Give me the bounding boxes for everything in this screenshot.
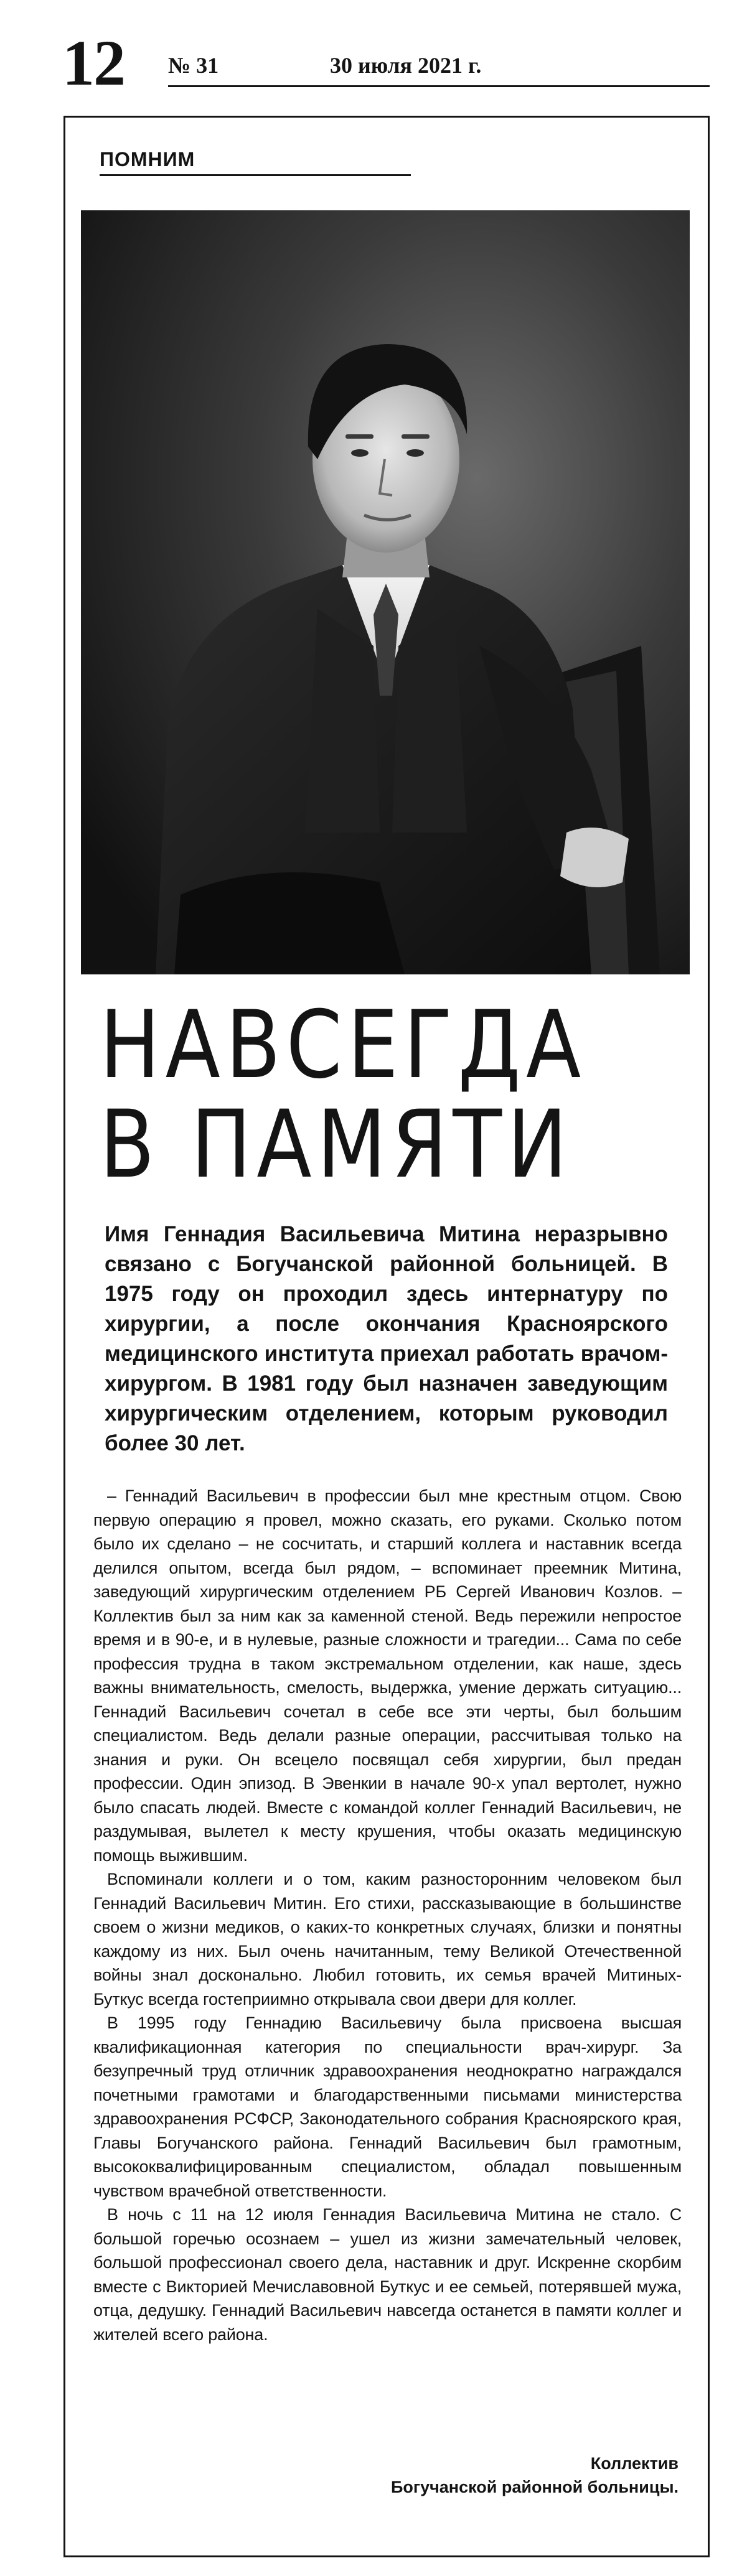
signature-line-1: Коллектив bbox=[590, 2454, 679, 2473]
page-number: 12 bbox=[62, 27, 125, 99]
portrait-photo bbox=[81, 210, 690, 974]
portrait-photo-icon bbox=[81, 210, 690, 974]
page-header bbox=[0, 0, 747, 106]
body-paragraph: Вспоминали коллеги и о том, каким разносторонним человеком был Геннадий Васильевич Митин. Его стихи, рассказывающие в большинстве своем о жизни медиков, о каких-то конкретных случаях, близки и понятны каждому из них. Был очень начитанным, тему Великой Отечественной войны знал досконально. Любил готовить, их семья врачей Митиных-Буткус всегда гостеприимно открывала свои двери для коллег. bbox=[93, 1870, 682, 2009]
header-rule bbox=[168, 85, 710, 87]
lead-paragraph: Имя Геннадия Васильевича Митина неразрывно связано с Богучанской районной больницей. В 1975 году он проходил здесь интернатуру по хирургии, а после окончания Красноярского медицинского института приехал работать врачом-хирургом. В 1981 году был назначен заведующим хирургическим отделением, которым руководил более 30 лет. bbox=[105, 1222, 668, 1455]
headline-line-1: НАВСЕГДА bbox=[100, 991, 586, 1099]
body-paragraph: В ночь с 11 на 12 июля Геннадия Васильевича Митина не стало. С большой горечью осознаем – ушел из жизни замечательный человек, большой профессионал своего дела, наставник и друг. Искренне скорбим вместе с Викторией Мечиславовной Буткус и ее семьей, потерявшей мужа, отца, дедушку. Геннадий Васильевич навсегда останется в памяти коллег и жителей всего района. bbox=[93, 2205, 682, 2344]
rubric-underline bbox=[100, 174, 411, 176]
signature bbox=[391, 2452, 679, 2499]
body-paragraph: В 1995 году Геннадию Васильевичу была присвоена высшая квалификационная категория по специальности врач-хирург. За безупречный труд отличник здравоохранения неоднократно награждался почетными грамотами и благодарственными письмами министерства здравоохранения РСФСР, Законодательного собрания Красноярского края, Главы Богучанского района. Геннадий Васильевич был грамотным, высококвалифицированным специалистом, обладал повышенным чувством врачебной ответственности. bbox=[93, 2014, 682, 2200]
issue-date: 30 июля 2021 г. bbox=[330, 53, 482, 78]
article-body bbox=[93, 1484, 682, 2346]
headline-line-2: В ПАМЯТИ bbox=[100, 1091, 573, 1199]
body-paragraph: – Геннадий Васильевич в профессии был мне крестным отцом. Свою первую операцию я провел, можно сказать, его руками. Сколько потом было их сделано – не сосчитать, и старший коллега и наставник всегда делился опытом, всегда был рядом, – вспоминает преемник Митина, заведующий хирургическим отделением РБ Сергей Иванович Козлов. – Коллектив был за ним как за каменной стеной. Ведь пережили непростое время и в 90-е, и в нулевые, разные сложности и трагедии... Сама по себе профессия трудна в таком экстремальном отделении, как наше, здесь важны внимательность, смелость, выдержка, умение держать ситуацию... Геннадий Васильевич сочетал в себе все эти черты, был большим специалистом. Ведь делали разные операции, рассчитывая только на знания и руки. Он всецело посвящал себя хирургии, был предан профессии. Один эпизод. В Эвенкии в начале 90-х упал вертолет, нужно было спасать людей. Вместе с командой коллег Геннадий Васильевич, не раздумывая, вылетел к месту крушения, чтобы оказать медицинскую помощь выжившим. bbox=[93, 1486, 682, 1865]
rubric-label: ПОМНИМ bbox=[100, 148, 195, 170]
signature-line-2: Богучанской районной больницы. bbox=[390, 2478, 679, 2496]
headline bbox=[100, 991, 608, 1199]
issue-number: № 31 bbox=[168, 53, 219, 78]
